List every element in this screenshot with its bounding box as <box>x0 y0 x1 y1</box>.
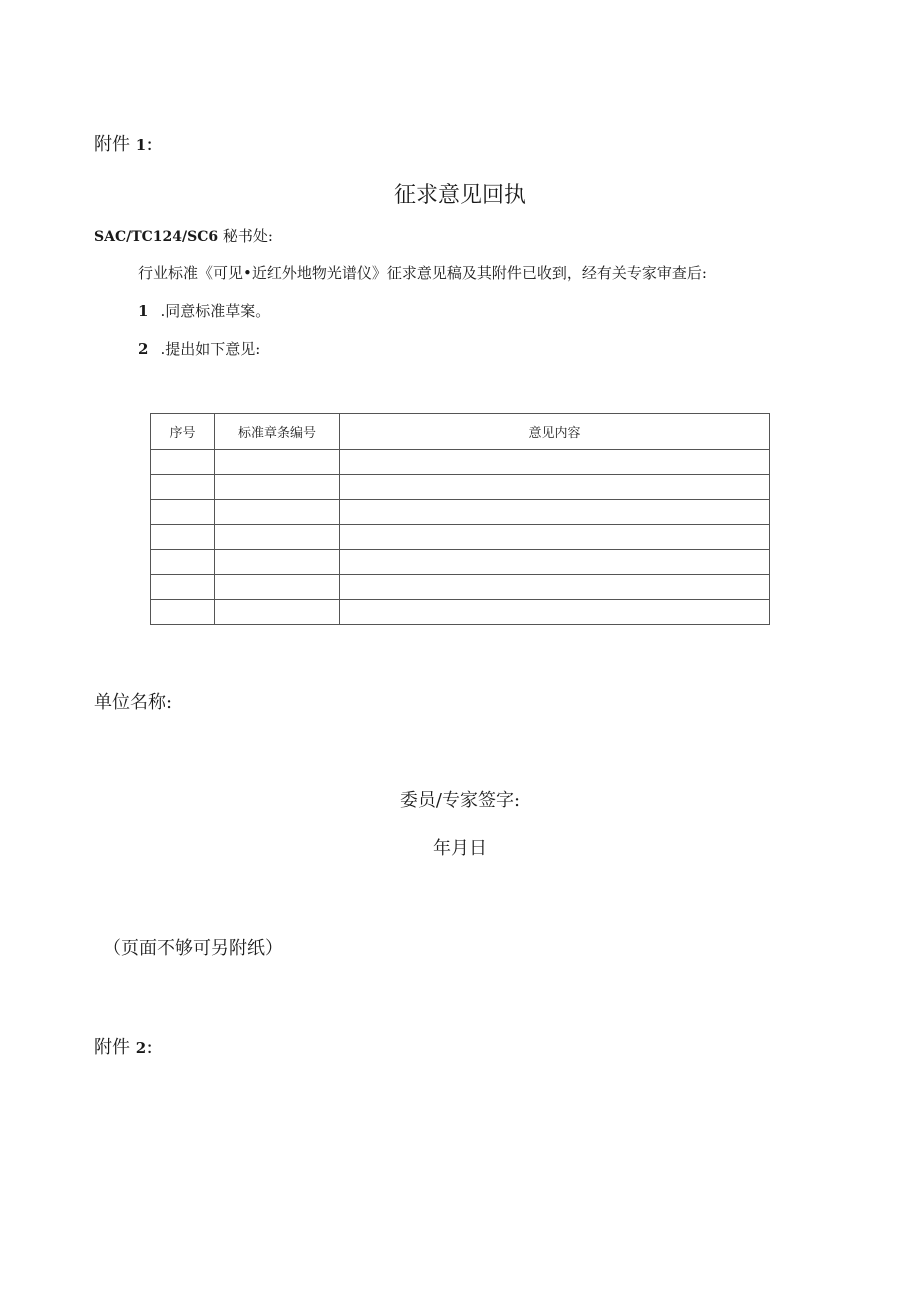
opinion-table <box>150 413 770 625</box>
table-row <box>151 500 770 525</box>
page-title: 征求意见回执 <box>393 183 526 208</box>
item-1: 1 .同意标准草案。 <box>138 302 271 320</box>
table-cell[interactable] <box>151 525 215 550</box>
table-row <box>151 550 770 575</box>
table-cell[interactable] <box>151 475 215 500</box>
table-cell[interactable] <box>340 525 770 550</box>
table-cell[interactable] <box>215 450 340 475</box>
table-cell[interactable] <box>151 575 215 600</box>
table-row <box>151 475 770 500</box>
attachment-2-heading: 附件 2： <box>94 1037 162 1058</box>
signature-label: 委员/专家签字: <box>399 790 521 811</box>
table-cell[interactable] <box>340 575 770 600</box>
table-cell[interactable] <box>340 450 770 475</box>
table-cell[interactable] <box>340 500 770 525</box>
table-cell[interactable] <box>340 475 770 500</box>
unit-name-label: 单位名称: <box>94 692 173 713</box>
table-cell[interactable] <box>340 600 770 625</box>
addressee-code: SAC/TC124/SC6 <box>94 229 219 245</box>
table-row <box>151 450 770 475</box>
table-row <box>151 600 770 625</box>
table-cell[interactable] <box>151 450 215 475</box>
table-cell[interactable] <box>215 600 340 625</box>
extra-paper-note: （页面不够可另附纸） <box>103 938 283 959</box>
table-cell[interactable] <box>151 600 215 625</box>
table-cell[interactable] <box>151 550 215 575</box>
date-label: 年月日 <box>433 838 487 859</box>
header-clause-number: 标准章条编号 <box>215 414 340 450</box>
table-cell[interactable] <box>215 500 340 525</box>
intro-paragraph: 行业标准《可见•近红外地物光谱仪》征求意见稿及其附件已收到，经有关专家审查后: <box>138 264 707 282</box>
table-row <box>151 525 770 550</box>
addressee <box>94 225 273 246</box>
attachment-1-heading: 附件 1： <box>94 134 162 155</box>
header-seq: 序号 <box>151 414 215 450</box>
addressee-rest: 秘书处: <box>222 227 273 245</box>
table-cell[interactable] <box>215 525 340 550</box>
table-cell[interactable] <box>215 550 340 575</box>
header-opinion-content: 意见内容 <box>340 414 770 450</box>
table-cell[interactable] <box>215 475 340 500</box>
table-cell[interactable] <box>151 500 215 525</box>
table-cell[interactable] <box>215 575 340 600</box>
table-header-row <box>151 414 770 450</box>
table-row <box>151 575 770 600</box>
table-cell[interactable] <box>340 550 770 575</box>
item-2: 2 .提出如下意见: <box>138 340 261 358</box>
